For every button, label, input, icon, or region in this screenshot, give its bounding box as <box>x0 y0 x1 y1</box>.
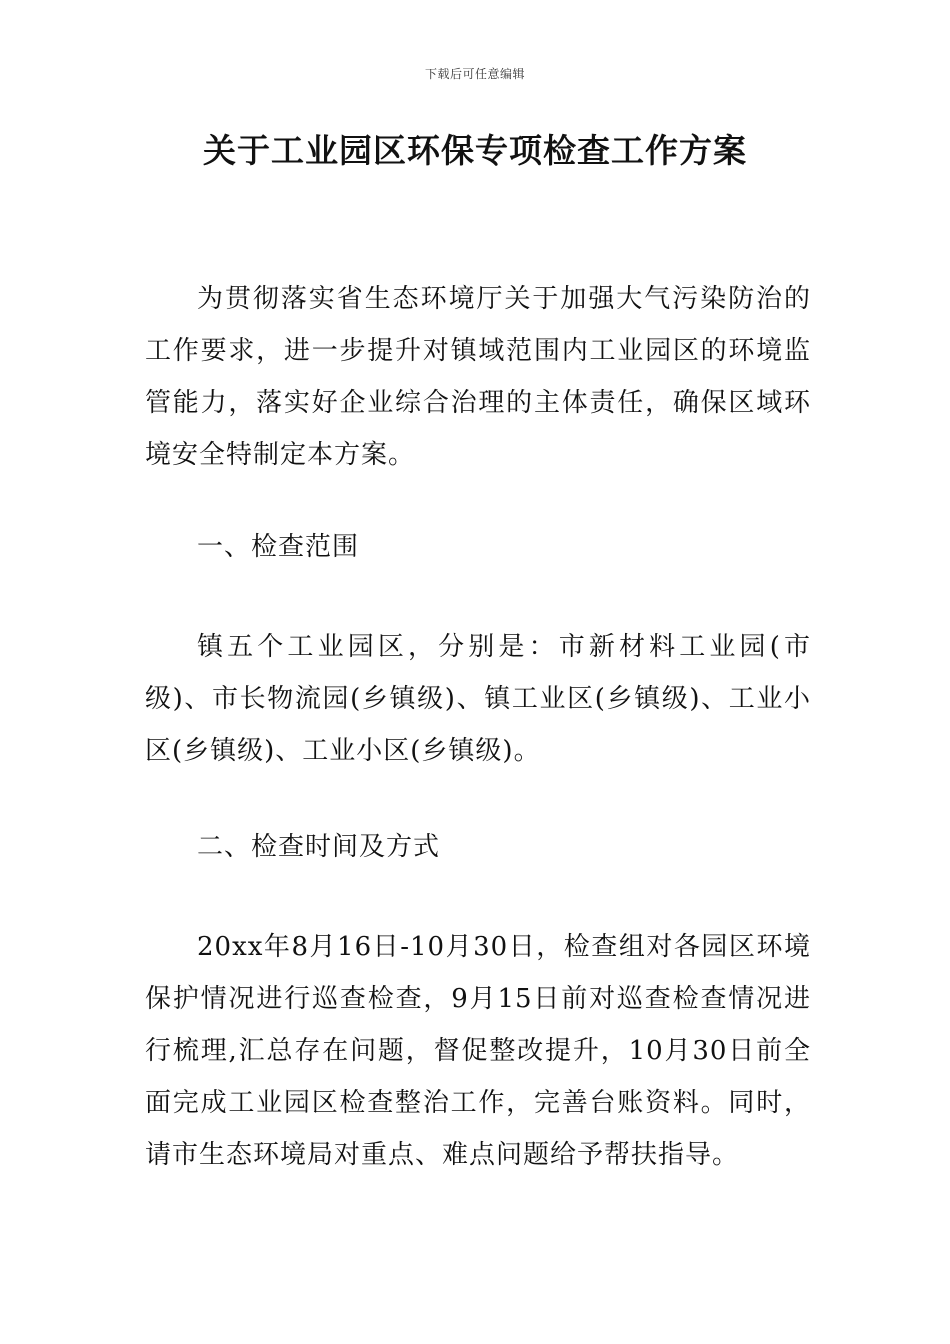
header-note: 下载后可任意编辑 <box>424 67 525 81</box>
document-title: 关于工业园区环保专项检查工作方案 <box>203 131 747 170</box>
section-1-heading: 一、检查范围 <box>197 532 360 562</box>
section-2-paragraph: 20xx年8月16日-10月30日，检查组对各园区环境保护情况进行巡查检查，9月15日前对巡查检查情况进行梳理,汇总存在问题，督促整改提升，10月30日前全面完成工业园区检查整治工作，完善台账资料。同时，请市生态环境局对重点、难点问题给予帮扶指导。 <box>145 932 811 1170</box>
intro-paragraph: 为贯彻落实省生态环境厅关于加强大气污染防治的工作要求，进一步提升对镇域范围内工业园区的环境监管能力，落实好企业综合治理的主体责任，确保区域环境安全特制定本方案。 <box>145 284 811 470</box>
section-1-paragraph: 镇五个工业园区，分别是：市新材料工业园(市级)、市长物流园(乡镇级)、镇工业区(乡镇级)、工业小区(乡镇级)、工业小区(乡镇级)。 <box>145 632 811 766</box>
section-2-heading: 二、检查时间及方式 <box>197 832 441 862</box>
